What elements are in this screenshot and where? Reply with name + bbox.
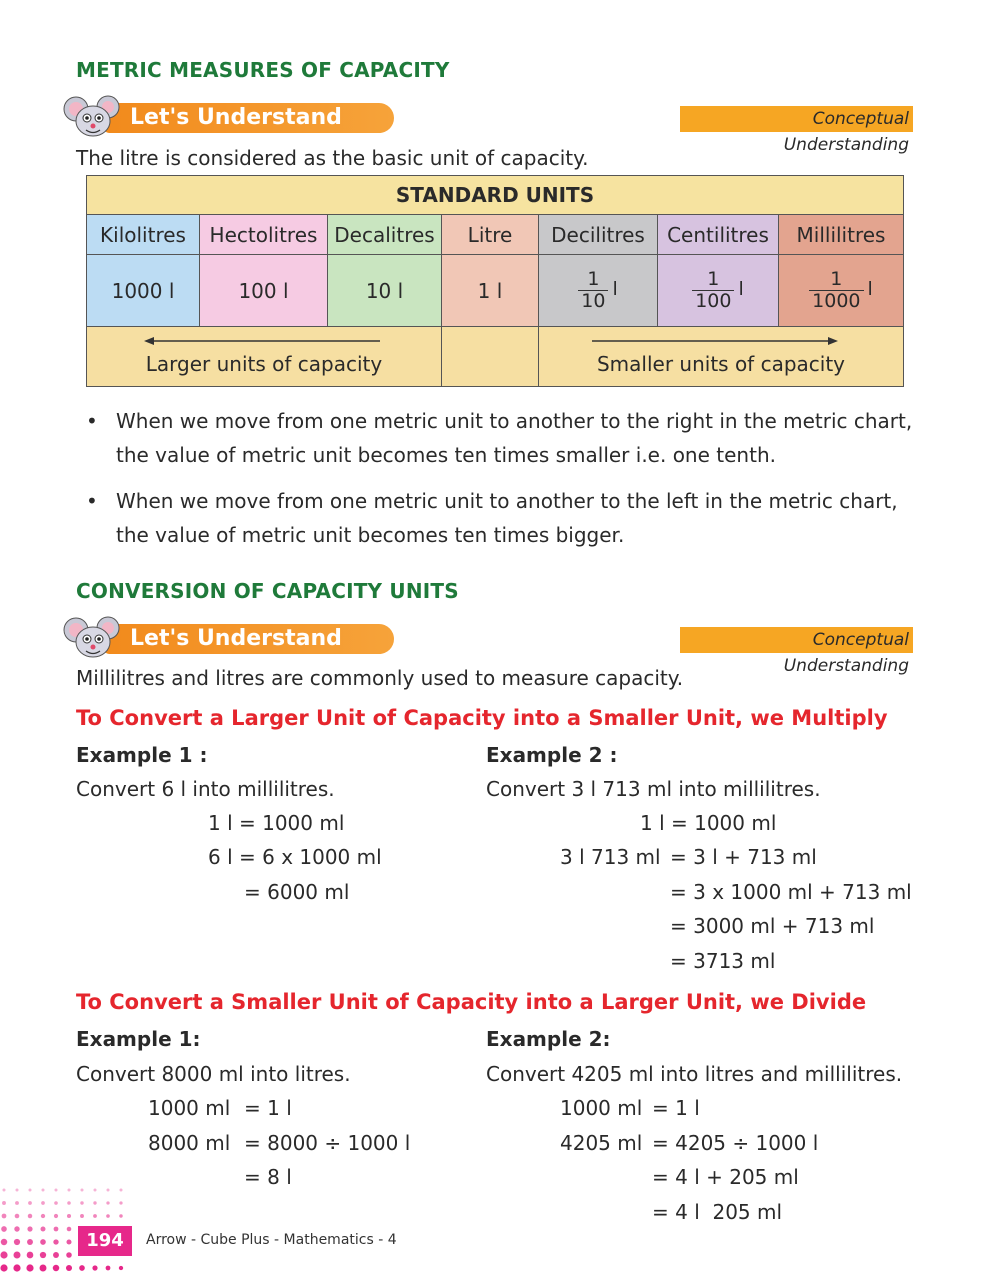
bullet-line: the value of metric unit becomes ten times bigger. [116,523,625,547]
equation-line: 3 l 713 ml [560,845,661,869]
equation-line: = 4 l + 205 ml [652,1165,799,1189]
equation-line: 6 l = 6 x 1000 ml [208,845,382,869]
bullet-list [86,484,926,552]
col-name-decalitres: Decalitres [327,214,442,255]
litre-bottom-cell [441,326,539,387]
col-value-hectolitres: 100 l [199,254,328,327]
table-header: STANDARD UNITS [86,175,904,215]
col-name-decilitres: Decilitres [538,214,658,255]
divide-heading: To Convert a Smaller Unit of Capacity into a Larger Unit, we Divide [76,990,867,1014]
fraction-denominator: 100 [692,290,734,312]
example-label: Example 1: [76,1027,201,1051]
col-value-kilolitres: 1000 l [86,254,200,327]
smaller-units-label: Smaller units of capacity [596,352,846,376]
arrow-left-icon [144,335,380,347]
arrow-right-icon [592,335,838,347]
section-title-metric: METRIC MEASURES OF CAPACITY [76,58,450,82]
footer-text: Arrow - Cube Plus - Mathematics - 4 [146,1232,397,1248]
lets-understand-badge [62,101,402,135]
section-title-conversion: CONVERSION OF CAPACITY UNITS [76,579,459,603]
example-question: Convert 3 l 713 ml into millilitres. [486,777,821,801]
equation-line: = 4205 ÷ 1000 l [652,1131,819,1155]
equation-line: = 1 l [652,1096,700,1120]
col-value-decalitres: 10 l [327,254,442,327]
fraction-numerator: 1 [830,268,843,290]
fraction-unit: l [867,277,873,300]
bullet-list [86,404,926,472]
bullet-item [86,484,926,552]
equation-line: = 3 x 1000 ml + 713 ml [670,880,912,904]
col-name-hectolitres: Hectolitres [199,214,328,255]
col-value-centilitres [657,254,779,327]
bullet-item [86,404,926,472]
bullet-line: When we move from one metric unit to another to the right in the metric chart, [116,409,913,433]
conceptual-understanding-tag: Conceptual Understanding [680,106,913,132]
bullet-line: When we move from one metric unit to another to the left in the metric chart, [116,489,898,513]
equation-line: = 3000 ml + 713 ml [670,914,875,938]
col-value-litre: 1 l [441,254,539,327]
col-name-centilitres: Centilitres [657,214,779,255]
example-question: Convert 4205 ml into litres and millilitres. [486,1062,903,1086]
equation-line: = 3 l + 713 ml [670,845,817,869]
fraction [692,269,734,312]
standard-units-table [86,175,904,387]
example-question: Convert 8000 ml into litres. [76,1062,351,1086]
fraction [809,269,863,312]
mouse-mascot-icon [62,95,124,139]
col-name-kilolitres: Kilolitres [86,214,200,255]
multiply-heading: To Convert a Larger Unit of Capacity into a Smaller Unit, we Multiply [76,706,888,730]
equation-line: = 3713 ml [670,949,776,973]
fraction-unit: l [612,277,618,300]
equation-line: 8000 ml [148,1131,231,1155]
page-number: 194 [78,1226,132,1256]
equation-line: = 8 l [244,1165,292,1189]
intro-text: Millilitres and litres are commonly used to measure capacity. [76,666,684,690]
col-name-millilitres: Millilitres [778,214,904,255]
equation-line: 1000 ml [560,1096,643,1120]
fraction-denominator: 1000 [809,290,863,312]
badge-label: Let's Understand [130,105,342,130]
equation-line: 1 l = 1000 ml [640,811,777,835]
mouse-mascot-icon [62,616,124,660]
col-value-millilitres [778,254,904,327]
equation-line: = 1 l [244,1096,292,1120]
col-name-litre: Litre [441,214,539,255]
example-label: Example 2: [486,1027,611,1051]
equation-line: = 6000 ml [244,880,350,904]
equation-line: = 8000 ÷ 1000 l [244,1131,411,1155]
example-label: Example 2 : [486,743,618,767]
intro-text: The litre is considered as the basic unit of capacity. [76,146,589,170]
equation-line: 4205 ml [560,1131,643,1155]
bullet-line: the value of metric unit becomes ten times smaller i.e. one tenth. [116,443,776,467]
equation-line: = 4 l 205 ml [652,1200,783,1224]
fraction-numerator: 1 [587,268,600,290]
larger-units-label: Larger units of capacity [145,352,383,376]
example-question: Convert 6 l into millilitres. [76,777,335,801]
example-label: Example 1 : [76,743,208,767]
equation-line: 1 l = 1000 ml [208,811,345,835]
conceptual-understanding-tag: Conceptual Understanding [680,627,913,653]
fraction-numerator: 1 [707,268,720,290]
equation-line: 1000 ml [148,1096,231,1120]
col-value-decilitres [538,254,658,327]
lets-understand-badge [62,622,402,656]
badge-label: Let's Understand [130,626,342,651]
fraction-unit: l [738,277,744,300]
fraction-denominator: 10 [578,290,608,312]
fraction [578,269,608,312]
